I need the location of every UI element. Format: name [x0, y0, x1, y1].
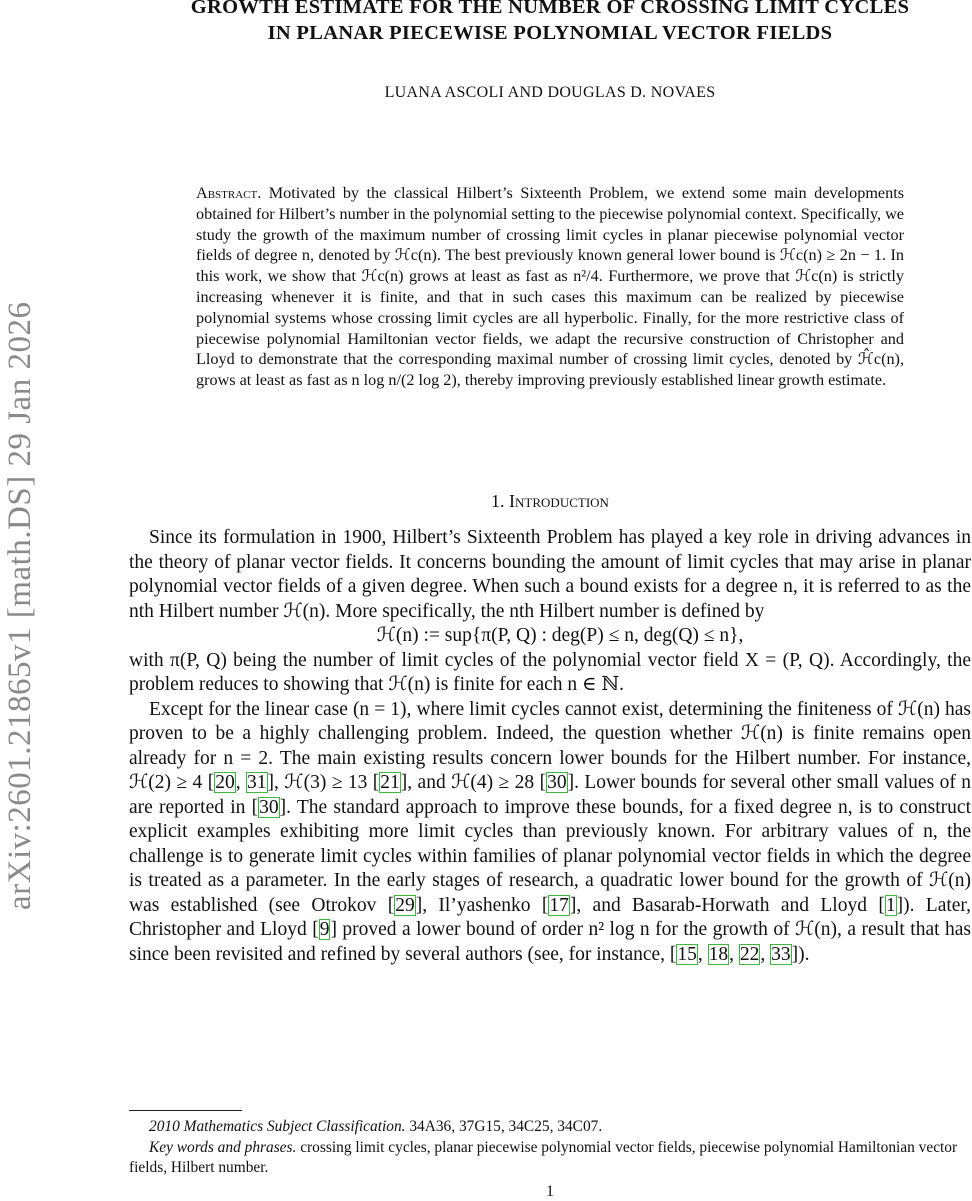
title-line-2: IN PLANAR PIECEWISE POLYNOMIAL VECTOR FIELDS — [267, 22, 833, 44]
msc-codes: 34A36, 37G15, 34C25, 34C07. — [409, 1118, 603, 1135]
paragraph-2: with π(P, Q) being the number of limit cycles of the polynomial vector field X = (P, Q). Accordingly, the problem reduces to showing that ℋ(n) is finite for each n ∈ ℕ. — [129, 649, 971, 695]
keywords-label: Key words and phrases. — [149, 1138, 297, 1156]
citation-link[interactable]: 29 — [395, 894, 415, 916]
paragraph-3-text: Except for the linear case (n = 1), where limit cycles cannot exist, determining the finiteness of ℋ(n) has proven to be a highly challenging problem. Indeed, the question whether ℋ(n) is finite remains open already for n = 2. The main existing results concern lower bounds for the Hilbert number. For instance, ℋ(2) ≥ 4 [ — [129, 698, 971, 793]
citation-link[interactable]: 31 — [247, 772, 267, 793]
display-equation: ℋ(n) := sup{π(P, Q) : deg(P) ≤ n, deg(Q) ≤ n}, — [376, 625, 744, 646]
abstract-text: Motivated by the classical Hilbert’s Sixteenth Problem, we extend some main developments obtained for Hilbert’s number in the polynomial setting to the piecewise polynomial context. Specifically, we study the growth of the maximum number of crossing limit cycles in planar piecewise polynomial vector fields of degree n, denoted by ℋc(n). The best previously known general lower bound is ℋc(n) ≥ 2n − 1. In this work, we show that ℋc(n) grows at least as fast as n²/4. Furthermore, we prove that ℋc(n) is strictly increasing whenever it is finite, and that in such cases this maximum can be realized by piecewise polynomial systems whose crossing limit cycles are all hyperbolic. Finally, for the more restrictive class of piecewise polynomial Hamiltonian vector fields, we adapt the recursive construction of Christopher and Lloyd to demonstrate that the corresponding maximal number of crossing limit cycles, denoted by ℋ̂c(n), grows at least as fast as n log n/(2 log 2), thereby improving previously established linear growth estimate. — [196, 184, 905, 390]
citation-link[interactable]: 30 — [259, 796, 279, 818]
abstract-label: Abstract. — [196, 184, 262, 202]
paper-title — [130, 0, 970, 46]
citation-link[interactable]: 1 — [885, 894, 896, 916]
citation-link[interactable]: 21 — [380, 772, 400, 793]
citation-link[interactable]: 22 — [739, 943, 760, 965]
citation-link[interactable]: 15 — [677, 943, 697, 965]
paragraph-1: Since its formulation in 1900, Hilbert’s Sixteenth Problem has played a key role in driving advances in the theory of planar vector fields. It concerns bounding the amount of limit cycles that may arise in planar polynomial vector fields of a given degree. When such a bound exists for a degree n, it is referred to as the nth Hilbert number ℋ(n). More specifically, the nth Hilbert number is defined by — [129, 527, 971, 622]
paragraph-3-text: ]. Lower bounds for several other small values of n are reported in [ — [129, 772, 971, 818]
citation-link[interactable]: 18 — [708, 943, 729, 965]
body-text — [129, 526, 971, 967]
paragraph-3-text: ]). Later, Christopher and Lloyd [ — [129, 894, 972, 940]
authors: LUANA ASCOLI AND DOUGLAS D. NOVAES — [384, 84, 716, 101]
paragraph-3-text: ], and ℋ(4) ≥ 28 [ — [400, 772, 547, 793]
paragraph-3: Except for the linear case (n = 1), where limit cycles cannot exist, determining the finiteness of ℋ(n) has proven to be a highly challenging problem. Indeed, the question whether ℋ(n) is finite remains open already for n = 2. The main existing results concern lower bounds for the Hilbert number. For instance, ℋ(2) ≥ 4 [20, 31], ℋ(3) ≥ 13 [21], and ℋ(4) ≥ 28 [30]. Lower bounds for several other small values of n are reported in [30]. The standard approach to improve these bounds, for a fixed degree n, is to construct explicit examples exhibiting more limit cycles than previously known. For arbitrary values of n, the challenge is to generate limit cycles within families of planar polynomial vector fields in which the degree is treated as a parameter. In the early stages of research, a quadratic lower bound for the growth of ℋ(n) was established (see Otrokov [29], Il’yashenko [17], and Basarab-Horwath and Lloyd [1]). Later, Christopher and Lloyd [9] proved a lower bound of order n² log n for the growth of ℋ(n), a result that has since been revisited and refined by several authors (see, for instance, [15, 18, 22, 33]). — [129, 698, 972, 965]
title-line-1: GROWTH ESTIMATE FOR THE NUMBER OF CROSSING LIMIT CYCLES — [190, 0, 910, 18]
paragraph-3-text: ], and Basarab-Horwath and Lloyd [ — [569, 894, 885, 916]
paragraph-3-text: ]. The standard approach to improve these bounds, for a fixed degree n, is to construct explicit examples exhibiting more limit cycles than previously known. For arbitrary values of n, the challenge is to generate limit cycles within families of planar polynomial vector fields in which the degree is treated as a parameter. In the early stages of research, a quadratic lower bound for the growth of ℋ(n) was established (see Otrokov [ — [129, 796, 972, 916]
citation-link[interactable]: 9 — [319, 919, 330, 940]
paragraph-3-text: ], Il’yashenko [ — [415, 894, 549, 916]
arxiv-identifier: arXiv:2601.21865v1 [math.DS] 29 Jan 2026 — [2, 301, 38, 910]
citation-link[interactable]: 30 — [547, 772, 567, 793]
abstract — [196, 183, 904, 391]
section-heading — [130, 491, 970, 512]
section-heading-text: 1. Introduction — [491, 491, 609, 511]
footnote-divider — [129, 1110, 242, 1111]
footnotes — [129, 1117, 971, 1179]
msc-label: 2010 Mathematics Subject Classification. — [149, 1118, 406, 1135]
keywords-footnote — [129, 1138, 971, 1179]
paragraph-3-text: ] proved a lower bound of order n² log n for the growth of ℋ(n), a result that has since been revisited and refined by several authors (see, for instance, [ — [129, 919, 971, 965]
citation-link[interactable]: 17 — [549, 894, 569, 916]
msc-footnote — [129, 1117, 971, 1138]
keywords: crossing limit cycles, planar piecewise polynomial vector fields, piecewise polynomial Hamiltonian vector fields, Hilbert number. — [129, 1138, 958, 1176]
paragraph-3-text: ]). — [791, 943, 810, 965]
citation-link[interactable]: 20 — [215, 772, 235, 793]
citation-link[interactable]: 33 — [771, 943, 791, 965]
page-number: 1 — [546, 1183, 554, 1200]
paragraph-3-text: ], ℋ(3) ≥ 13 [ — [267, 772, 380, 793]
